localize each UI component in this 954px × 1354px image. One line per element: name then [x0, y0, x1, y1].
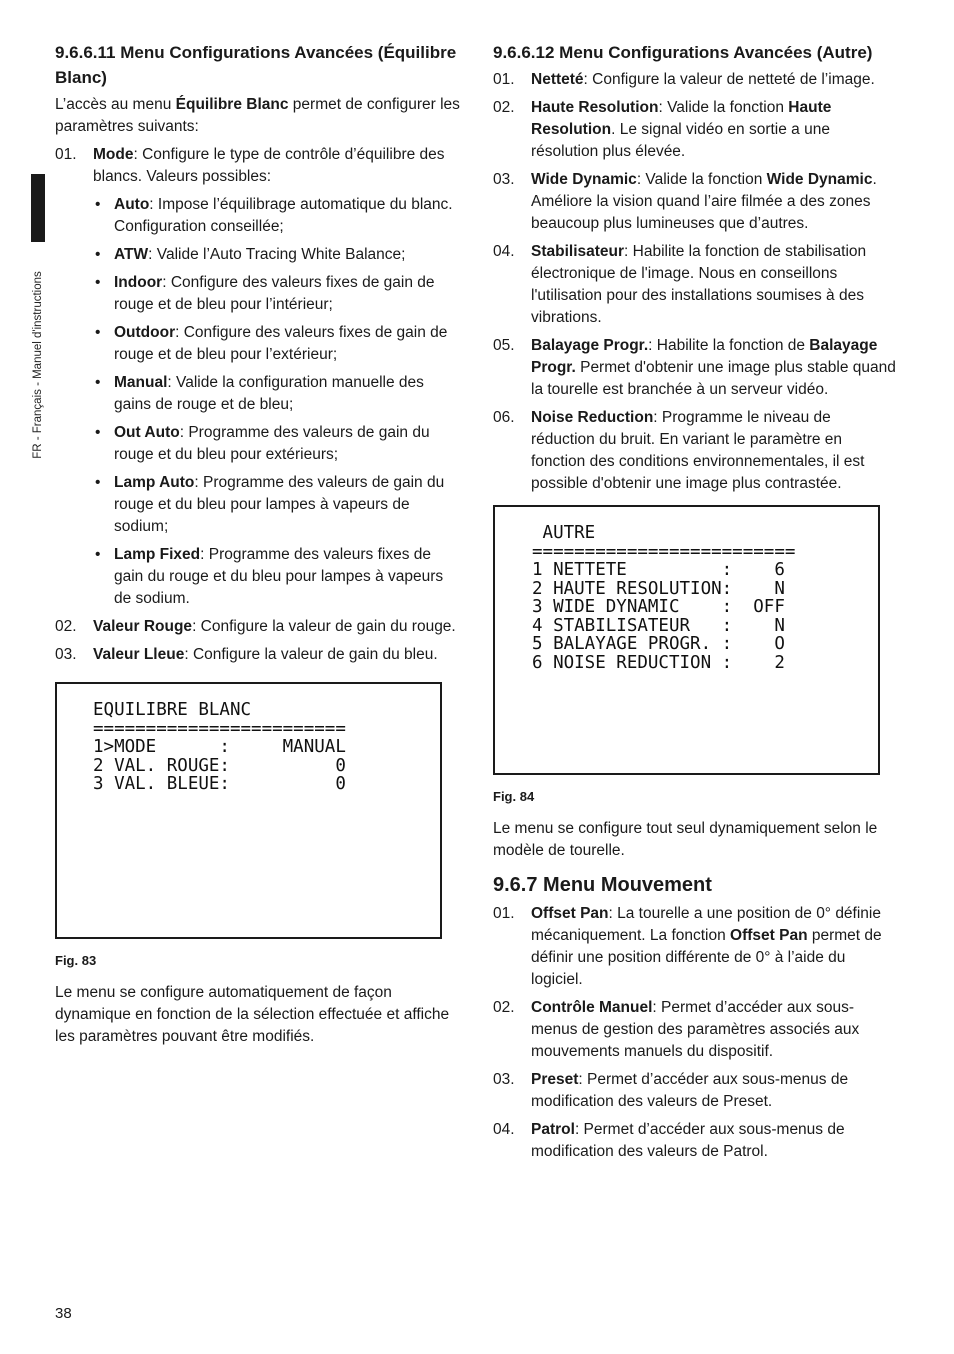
list-item — [493, 1069, 898, 1113]
bullet-item: • Indoor: Configure des valeurs fixes de gain de rouge et de bleu pour l’intérieur; — [95, 274, 435, 313]
item-text: : Configure le type de contrôle d’équilibre des blancs. Valeurs possibles: — [93, 146, 445, 185]
list-item — [493, 407, 898, 495]
item-text: : Permet d’accéder aux sous-menus de gestion des paramètres associés aux mouvements manuels du dispositif. — [531, 999, 860, 1060]
list-item — [55, 144, 463, 610]
item-number: 01. — [55, 146, 77, 163]
item-text: : Habilite la fonction de stabilisation électronique de l'image. Nous en conseillons l'utilisation pour des installations soumises à des vibrations. — [531, 243, 867, 326]
bullet-item: • Lamp Fixed: Programme des valeurs fixes de gain du rouge et du bleu pour lampes à vapeurs de sodium. — [95, 546, 444, 607]
bullet-text: : Valide l’Auto Tracing White Balance; — [148, 246, 406, 263]
item-number: 05. — [493, 337, 515, 354]
item-number: 01. — [493, 905, 515, 922]
intro-prefix: L’accès au menu — [55, 96, 176, 113]
bullet-text: : Configure des valeurs fixes de gain de rouge et de bleu pour l’extérieur; — [114, 324, 448, 363]
bullet-term: Lamp Fixed — [114, 546, 201, 563]
item-number: 06. — [493, 409, 515, 426]
bullet-text: : Programme des valeurs de gain du rouge et du bleu pour lampes à vapeurs de sodium; — [114, 474, 445, 535]
list-item — [493, 335, 898, 401]
item-text-continued: . Améliore la vision quand l’aire filmée a des zones beaucoup plus lumineuses que d’autres. — [531, 171, 877, 232]
list-item — [493, 69, 898, 91]
item-term: Valeur Rouge — [93, 618, 193, 635]
item-term-inline: Haute Resolution — [531, 99, 832, 138]
list-item — [493, 97, 898, 163]
bullet-term: Auto — [114, 196, 150, 213]
item-number: 04. — [493, 1121, 515, 1138]
item-number: 03. — [55, 646, 77, 663]
item-text: : Configure la valeur de gain du bleu. — [184, 646, 438, 663]
bullet-text: : Configure des valeurs fixes de gain de rouge et de bleu pour l’intérieur; — [114, 274, 435, 313]
bullet-term: Lamp Auto — [114, 474, 195, 491]
mode-values-list — [93, 194, 463, 610]
bullet-item: • Outdoor: Configure des valeurs fixes de gain de rouge et de bleu pour l’extérieur; — [95, 324, 448, 363]
bullet-term: Outdoor — [114, 324, 176, 341]
section-heading-white-balance: 9.6.6.11 Menu Configurations Avancées (Équilibre Blanc) — [55, 43, 457, 87]
item-term: Preset — [531, 1071, 579, 1088]
item-term: Stabilisateur — [531, 243, 625, 260]
list-item — [55, 616, 463, 638]
osd-screen-white-balance — [55, 682, 442, 939]
intro-suffix: permet de configurer les paramètres suivants: — [55, 96, 460, 135]
item-term: Noise Reduction — [531, 409, 654, 426]
bullet-term: ATW — [114, 246, 149, 263]
list-item — [493, 241, 898, 329]
item-text: : Configure la valeur de gain du rouge. — [192, 618, 456, 635]
intro-bold: Équilibre Blanc — [175, 96, 289, 113]
item-term-inline: Offset Pan — [730, 927, 808, 944]
item-text: : La tourelle a une position de 0° définie mécaniquement. La fonction — [531, 905, 881, 944]
item-term: Balayage Progr. — [531, 337, 649, 354]
item-number: 01. — [493, 71, 515, 88]
item-term: Offset Pan — [531, 905, 609, 922]
bullet-text: : Impose l’équilibrage automatique du blanc. Configuration conseillée; — [114, 196, 453, 235]
item-number: 02. — [493, 99, 515, 116]
list-item — [493, 1119, 898, 1163]
figure-caption: Fig. 83 — [55, 953, 97, 968]
list-item — [493, 169, 898, 235]
side-tab-marker — [31, 174, 45, 242]
osd-menu-text: AUTRE ========================= 1 NETTETE : 6 2 HAUTE RESOLUTION: N 3 WIDE DYNAMIC : OFF 4 STABILISATEUR : N 5 BALAYAGE PROGR. : O 6 NOISE REDUCTION : 2 — [532, 523, 796, 673]
item-term: Contrôle Manuel — [531, 999, 653, 1016]
osd-screen-other — [493, 505, 880, 775]
item-term-inline: Wide Dynamic — [766, 171, 873, 188]
bullet-item: • ATW: Valide l’Auto Tracing White Balance; — [95, 246, 406, 263]
bullet-item: • Lamp Auto: Programme des valeurs de gain du rouge et du bleu pour lampes à vapeurs de sodium; — [95, 474, 445, 535]
item-term-inline: Balayage Progr. — [531, 337, 878, 376]
bullet-term: Indoor — [114, 274, 163, 291]
item-text: : Permet d’accéder aux sous-menus de modification des valeurs de Preset. — [531, 1071, 849, 1110]
item-term: Valeur Lleue — [93, 646, 185, 663]
right-column — [493, 40, 898, 1169]
section-heading-other: 9.6.6.12 Menu Configurations Avancées (Autre) — [493, 43, 873, 62]
figure-note: Le menu se configure tout seul dynamiquement selon le modèle de tourelle. — [493, 820, 878, 859]
item-number: 03. — [493, 1071, 515, 1088]
item-text: : Programme le niveau de réduction du bruit. En variant le paramètre en fonction des conditions environnementales, il est possible d'obtenir une image plus contrastée. — [531, 409, 865, 492]
bullet-item: • Manual: Valide la configuration manuelle des gains de rouge et de bleu; — [95, 374, 424, 413]
item-term: Netteté — [531, 71, 584, 88]
item-text: : Habilite la fonction de — [648, 337, 810, 354]
figure-caption: Fig. 84 — [493, 789, 535, 804]
page-number: 38 — [55, 1305, 72, 1322]
list-item — [493, 903, 898, 991]
bullet-text: : Valide la configuration manuelle des gains de rouge et de bleu; — [114, 374, 424, 413]
item-text: : Valide la fonction — [658, 99, 789, 116]
left-column — [55, 40, 463, 1054]
item-term: Wide Dynamic — [531, 171, 637, 188]
osd-menu-text: EQUILIBRE BLANC ======================== 1>MODE : MANUAL 2 VAL. ROUGE: 0 3 VAL. BLEUE: 0 — [93, 700, 346, 794]
item-text-continued: . Le signal vidéo en sortie a une résolution plus élevée. — [531, 121, 830, 160]
bullet-term: Out Auto — [114, 424, 180, 441]
item-text: : Configure la valeur de netteté de l’image. — [583, 71, 875, 88]
item-number: 04. — [493, 243, 515, 260]
bullet-text: : Programme des valeurs fixes de gain du rouge et du bleu pour lampes à vapeurs de sodium. — [114, 546, 444, 607]
item-number: 02. — [493, 999, 515, 1016]
item-term: Patrol — [531, 1121, 575, 1138]
list-item — [493, 997, 898, 1063]
item-term: Haute Resolution — [531, 99, 659, 116]
intro-paragraph — [55, 94, 463, 138]
item-text-continued: Permet d'obtenir une image plus stable quand la tourelle est branchée à un serveur vidéo. — [531, 359, 896, 398]
bullet-item: • Out Auto: Programme des valeurs de gain du rouge et du bleu pour extérieurs; — [95, 424, 430, 463]
section-heading-movement: 9.6.7 Menu Mouvement — [493, 874, 712, 896]
item-number: 02. — [55, 618, 77, 635]
item-text: : Permet d’accéder aux sous-menus de modification des valeurs de Patrol. — [531, 1121, 845, 1160]
item-text: : Valide la fonction — [636, 171, 767, 188]
side-language-label: FR - Français - Manuel d'instructions — [32, 271, 44, 459]
bullet-item: • Auto: Impose l’équilibrage automatique du blanc. Configuration conseillée; — [95, 196, 453, 235]
bullet-text: : Programme des valeurs de gain du rouge et du bleu pour extérieurs; — [114, 424, 430, 463]
item-term: Mode — [93, 146, 134, 163]
item-number: 03. — [493, 171, 515, 188]
item-text-continued: permet de définir une position différente de 0° à l’aide du logiciel. — [531, 927, 882, 988]
figure-note: Le menu se configure automatiquement de façon dynamique en fonction de la sélection effectuée et affiche les paramètres pouvant être modifiés. — [55, 984, 450, 1045]
bullet-term: Manual — [114, 374, 168, 391]
list-item — [55, 644, 463, 666]
